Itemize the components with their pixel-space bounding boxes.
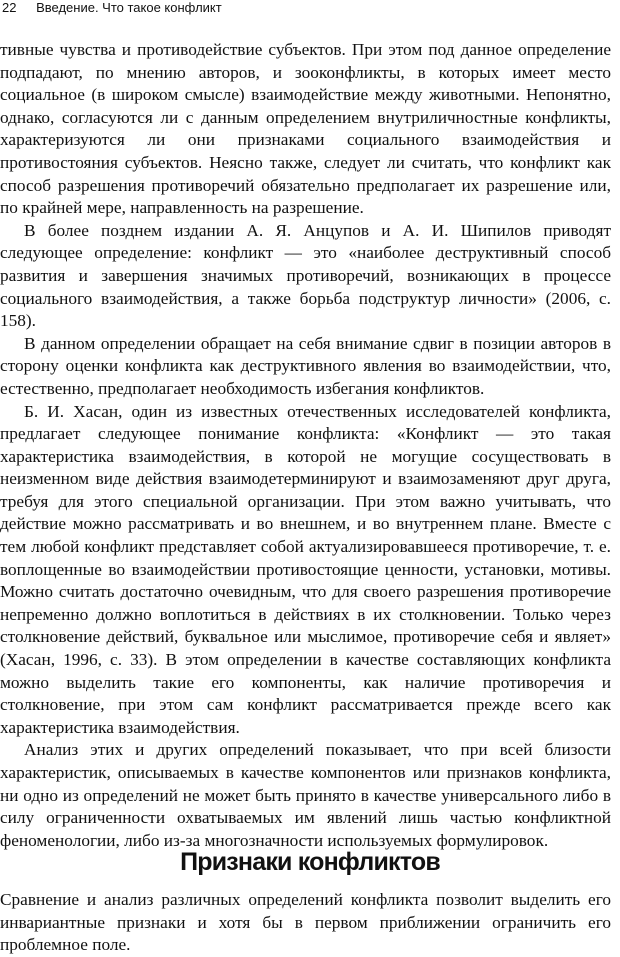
paragraph-khasan-definition: Б. И. Хасан, один из известных отечественных исследователей конфликта, предлагает следующее понимание конфликта: «Конфликт — это такая характеристика взаимодействия, в которой не могущие сосуществовать в неизменном виде действия взаимодетерминируют и взаимозаменяют друг друга, требуя для этого специальной организации. При этом важно учитывать, что действие можно рассматривать и во внешнем, и во внутреннем плане. Вместе с тем любой конфликт представляет собой актуализировавшееся противоречие, т. е. воплощенные во взаимодействии противостоящие ценности, установки, мотивы. Можно считать достаточно очевидным, что для своего разрешения противоречие непременно должно воплотиться в действиях в их столкновении. Только через столкновение действий, буквальное или мыслимое, противоречие себя и являет» (Хасан, 1996, с. 33). В этом определении в качестве составляющих конфликта можно выделить такие его компоненты, как наличие противоречия и столкновение, при этом сам конфликт рассматривается прежде всего как характеристика взаимодействия.	[0, 401, 611, 737]
section-paragraph: Сравнение и анализ различных определений конфликта позволит выделить его инвариантные признаки и хотя бы в первом приближении ограничить его проблемное поле.	[0, 890, 611, 955]
body-text	[0, 39, 611, 852]
section-heading: Признаки конфликтов	[180, 848, 440, 876]
paragraph-antsupov-definition: В более позднем издании А. Я. Анцупов и А. И. Шипилов приводят следующее определение: конфликт — это «наиболее деструктивный способ развития и завершения значимых противоречий, возникающих в процессе социального взаимодействия, а также борьба подструктур личности» (2006, с. 158).	[0, 220, 611, 331]
paragraph-continuation: тивные чувства и противодействие субъектов. При этом под данное определение подпадают, по мнению авторов, и зооконфликты, в которых имеет место социальное (в широком смысле) взаимодействие между животными. Непонятно, однако, согласуются ли с данным определением внутриличностные конфликты, характеризуются ли они признаками социального взаимодействия и противостояния субъектов. Неясно также, следует ли считать, что конфликт как способ разрешения противоречий обязательно предполагает их разрешение или, по крайней мере, направленность на разрешение.	[0, 40, 611, 218]
running-header	[2, 0, 612, 18]
paragraph-definition-shift: В данном определении обращает на себя внимание сдвиг в позиции авторов в сторону оценки конфликта как деструктивного явления во взаимодействии, что, естественно, предполагает необходимость избегания конфликтов.	[0, 333, 611, 398]
page-number: 22	[2, 0, 17, 15]
section-body	[0, 889, 611, 957]
header-title: Введение. Что такое конфликт	[36, 0, 222, 15]
paragraph-analysis: Анализ этих и других определений показывает, что при всей близости характеристик, описываемых в качестве компонентов или признаков конфликта, ни одно из определений не может быть принято в качестве универсального либо в силу ограниченности охватываемых им явлений лишь частью конфликтной феноменологии, либо из-за многозначности используемых формулировок.	[0, 740, 611, 850]
